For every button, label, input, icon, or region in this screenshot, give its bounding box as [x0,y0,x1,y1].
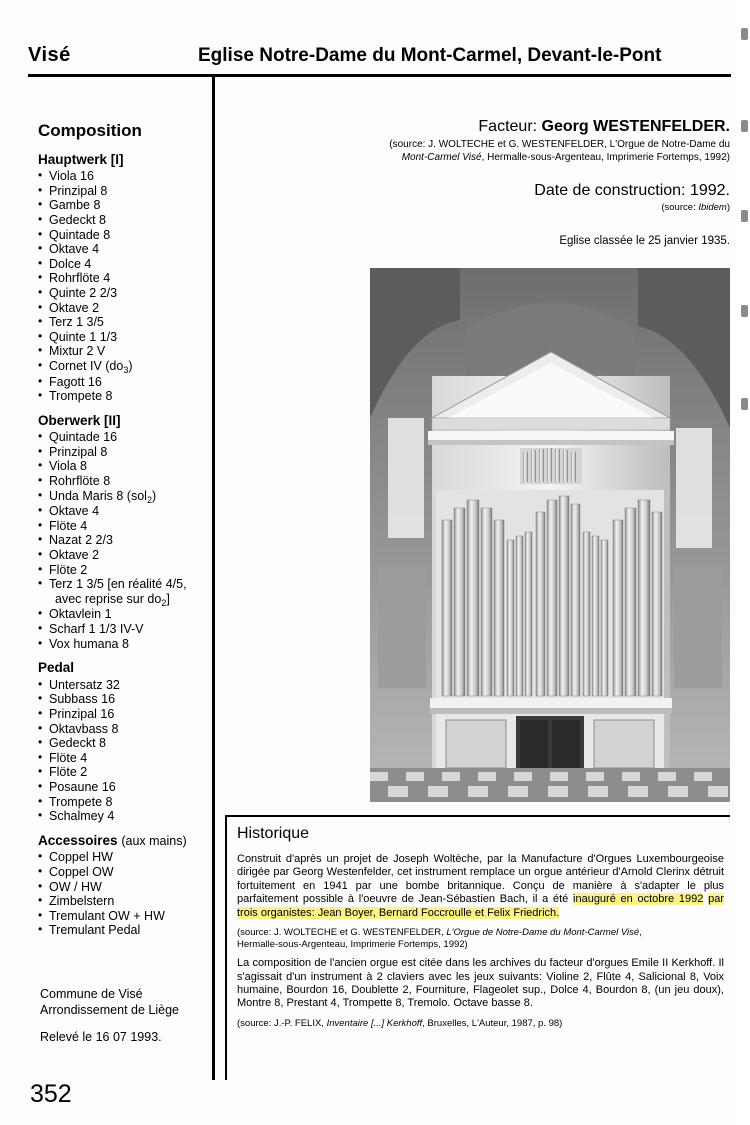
list-item: • Gedeckt 8 [38,736,206,751]
historique-source-2: (source: J.-P. FELIX, Inventaire [...] Kerkhoff, Bruxelles, L'Auteur, 1987, p. 98) [237,1017,563,1029]
arrondissement-line: Arrondissement de Liège [40,1003,179,1017]
list-item: • Zimbelstern [38,894,206,909]
list-item: • Coppel HW [38,850,206,865]
list-item: • Nazat 2 2/3 [38,533,206,548]
historique-paragraph-1: Construit d'après un projet de Joseph Woltèche, par la Manufacture d'Orgues Luxembourgeoise dirigée par Georg Westenfelder, cet instrument remplace un orgue antérieur d'Arnold Clerinx détruit fortuitement en 1941 par une bombe britannique. Conçu de manière à s'adapter le plus parfaitement possible à l'oeuvre de Jean-Sébastien Bach, il a été inauguré en octobre 1992 par trois organistes: Jean Boyer, Bernard Foccroulle et Felix Friedrich. [237,853,724,919]
list-item: • Quintade 16 [38,430,206,445]
composition-heading: Composition [38,121,142,140]
group-heading-accessoires: Accessoires (aux mains) [38,832,187,848]
list-item: • Flöte 2 [38,765,206,780]
historique-heading: Historique [237,825,310,842]
list-item: • Untersatz 32 [38,678,206,693]
builder-source: (source: J. WOLTECHE et G. WESTENFELDER, L'Orgue de Notre-Dame du Mont-Carmel Visé, Hermalle-sous-Argenteau, Imprimerie Fortemps, 1992) [389,139,730,163]
column-divider [212,77,215,1080]
construction-date-line: Date de construction: 1992. [534,182,730,199]
list-item: • Prinzipal 8 [38,445,206,460]
list-item: • Oktave 4 [38,242,206,257]
list-item: • Trompete 8 [38,795,206,810]
releve-date: Relevé le 16 07 1993. [40,1030,162,1044]
list-item: • Mixtur 2 V [38,344,206,359]
stop-list-pedal [38,678,206,824]
list-item: • Gambe 8 [38,198,206,213]
info-column [225,118,730,247]
listing-note: Eglise classée le 25 janvier 1935. [559,235,730,247]
list-item: • Rohrflöte 8 [38,474,206,489]
page-header [28,44,728,67]
list-item: • Oktavbass 8 [38,722,206,737]
list-item: • Dolce 4 [38,257,206,272]
organ-photo [370,268,730,802]
header-city: Visé [28,44,71,66]
highlight-2: par trois organistes: Jean Boyer, Bernard Foccroulle et Felix Friedrich. [237,893,724,919]
list-item: • Flöte 4 [38,519,206,534]
commune-block [40,986,215,1018]
list-item: • Posaune 16 [38,780,206,795]
list-item: • Unda Maris 8 (sol$_2$) [38,489,206,505]
list-item: • Schalmey 4 [38,809,206,824]
organ-photo-graphic [370,268,730,802]
header-title: Eglise Notre-Dame du Mont-Carmel, Devant-le-Pont [198,45,662,66]
list-item: • Quinte 2 2/3 [38,286,206,301]
list-item: • Scharf 1 1/3 IV-V [38,622,206,637]
list-item: • Quinte 1 1/3 [38,330,206,345]
composition-column [38,121,206,938]
historique-source-1: (source: J. WOLTECHE et G. WESTENFELDER, L'Orgue de Notre-Dame du Mont-Carmel Visé, Hermalle-sous-Argenteau, Imprimerie Fortemps, 1992) [237,927,642,950]
list-item: • Flöte 2 [38,563,206,578]
highlight-1: inauguré en octobre 1992 [573,893,704,906]
list-item: • Gedeckt 8 [38,213,206,228]
list-item: • Viola 16 [38,169,206,184]
stop-list-accessoires [38,850,206,938]
list-item: • Cornet IV $(do_3)$ [38,359,206,375]
scan-edge-artifact [738,0,750,1125]
header-rule [28,74,731,77]
list-item: • Oktave 4 [38,504,206,519]
list-item: • Subbass 16 [38,692,206,707]
group-heading-pedal: Pedal [38,660,75,676]
page-number: 352 [30,1080,72,1108]
list-item: • Oktave 2 [38,548,206,563]
commune-line: Commune de Visé [40,987,143,1001]
date-source: (source: Ibidem) [661,202,730,213]
list-item: • Oktavlein 1 [38,607,206,622]
list-item: • Terz 1 3/5 [en réalité 4/5, avec reprise sur $do_2$] [38,577,206,607]
historique-paragraph-2: La composition de l'ancien orgue est citée dans les archives du facteur d'orgues Emile II Kerkhoff. Il s'agissait d'un instrument à 2 claviers avec les jeux suivants: Violine 2, Flûte 4, Salicional 8, Voix humaine, Bourdon 16, Doublette 2, Fourniture, Flageolet sup., Dolce 4, Bourdon 8, (un jeu doux), Montre 8, Prestant 4, Trompette 8, Tremolo. Octave basse 8. [237,957,724,1010]
group-heading-hauptwerk: Hauptwerk [I] [38,151,124,167]
list-item: • Viola 8 [38,459,206,474]
list-item: • Rohrflöte 4 [38,271,206,286]
construction-date-value: 1992. [689,182,730,199]
stop-list-oberwerk [38,430,206,651]
builder-line: Facteur: Georg WESTENFELDER. [478,118,730,135]
list-item: • Fagott 16 [38,375,206,390]
list-item: • Vox humana 8 [38,637,206,652]
list-item: • OW / HW [38,880,206,895]
list-item: • Flöte 4 [38,751,206,766]
list-item: • Prinzipal 8 [38,184,206,199]
historique-box [225,815,730,1080]
builder-name: Georg WESTENFELDER. [541,118,730,135]
list-item: • Terz 1 3/5 [38,315,206,330]
stop-list-hauptwerk [38,169,206,404]
list-item: • Tremulant Pedal [38,923,206,938]
list-item: • Quintade 8 [38,228,206,243]
list-item: • Oktave 2 [38,301,206,316]
list-item: • Coppel OW [38,865,206,880]
list-item: • Trompete 8 [38,389,206,404]
list-item: • Prinzipal 16 [38,707,206,722]
group-heading-oberwerk: Oberwerk [II] [38,412,121,428]
list-item: • Tremulant OW + HW [38,909,206,924]
